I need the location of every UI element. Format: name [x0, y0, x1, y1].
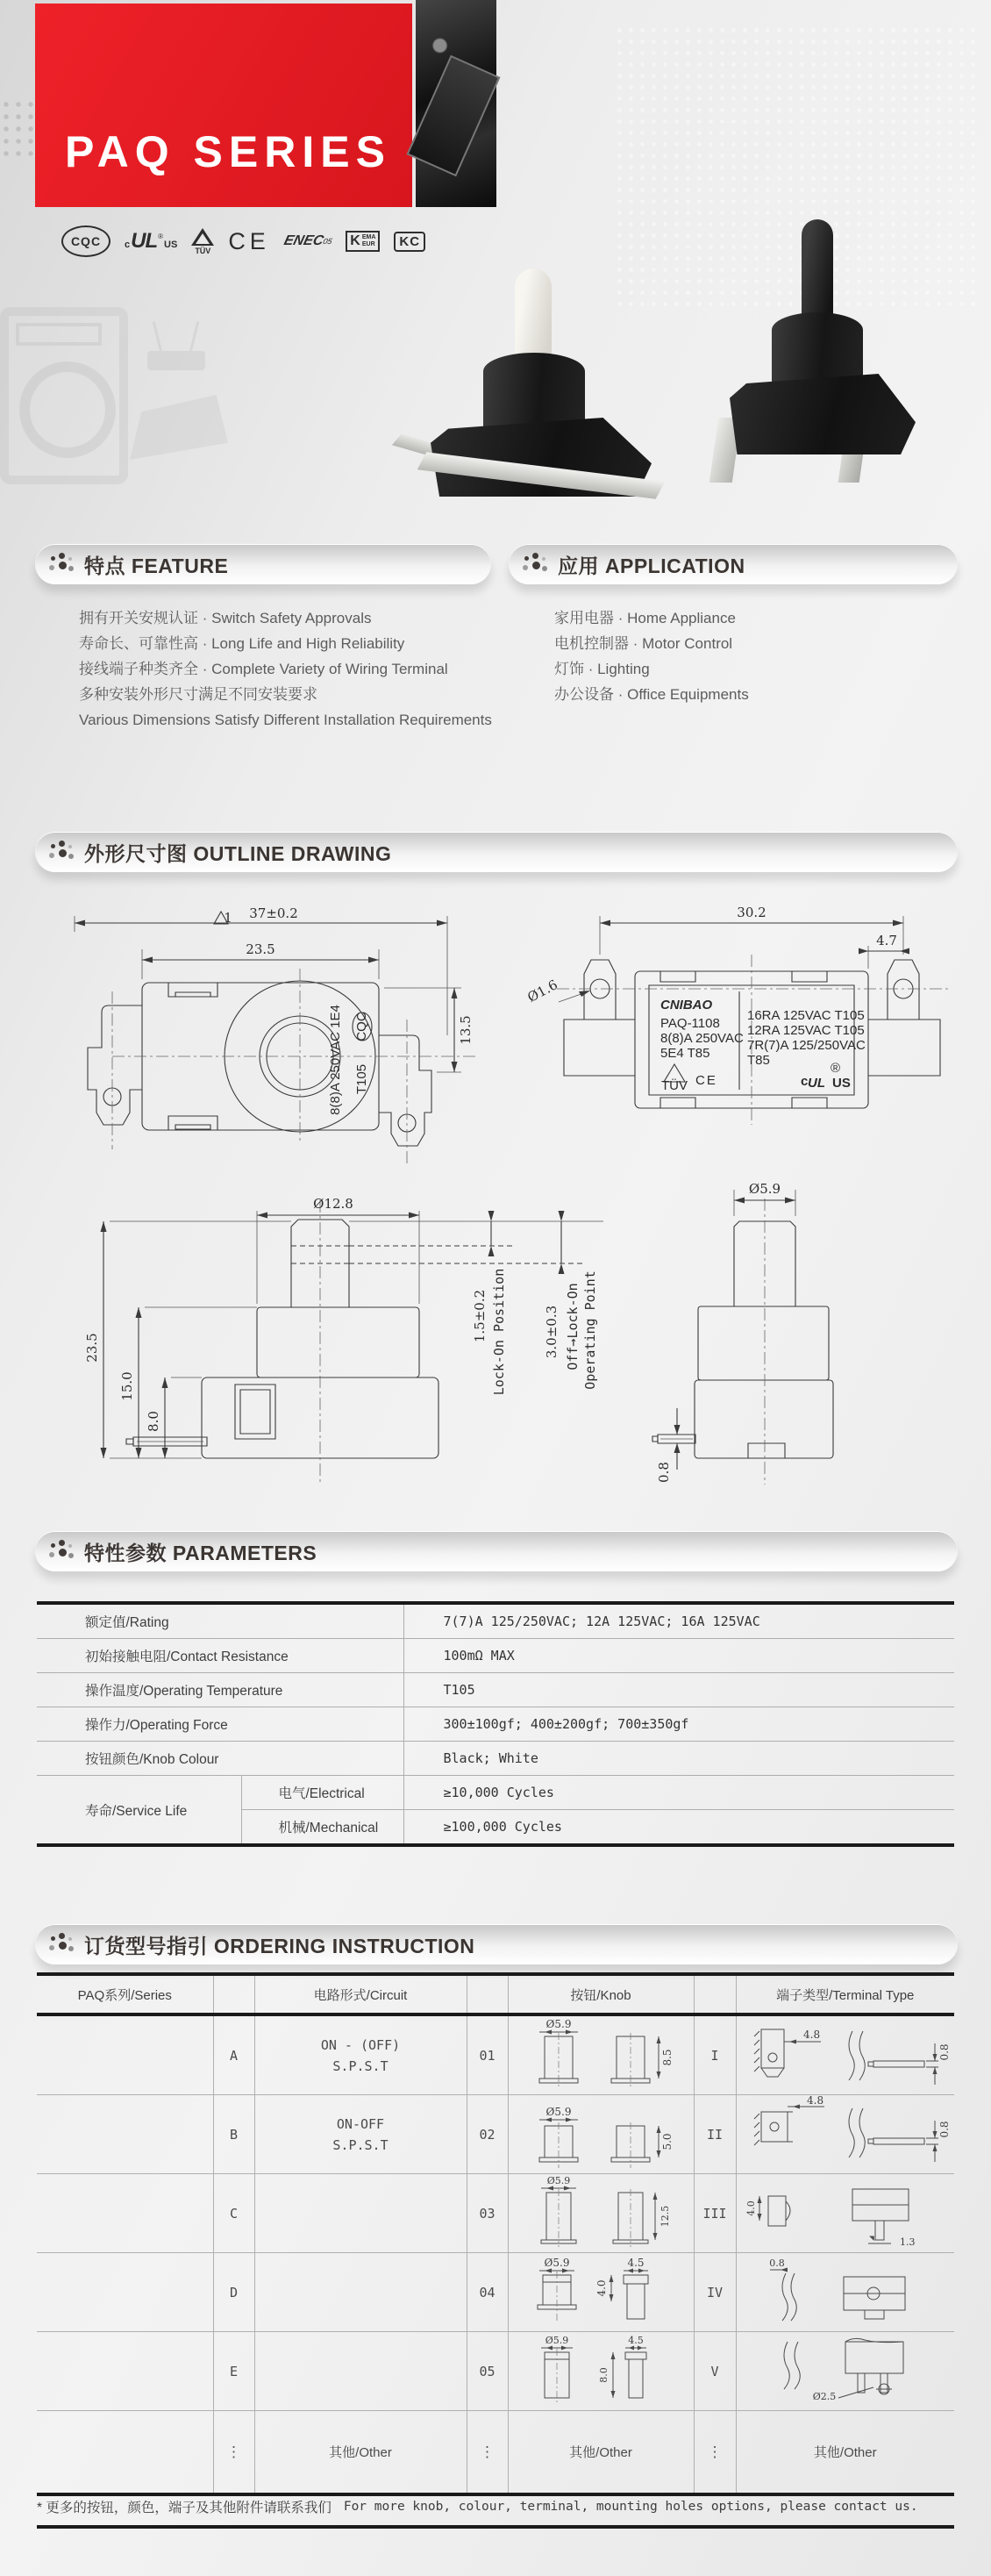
section-dots-icon — [49, 553, 74, 576]
series-letter: B — [213, 2095, 254, 2174]
dim-ear: 4.7 — [876, 933, 897, 948]
series-letter: A — [213, 2014, 254, 2095]
parameters-title: 特性参数 PARAMETERS — [84, 1541, 317, 1564]
col-terminal: 端子类型/Terminal Type — [736, 1974, 954, 2014]
footnote-en: For more knob, colour, terminal, mounting holes options, please contact us. — [343, 2500, 918, 2514]
dim-overall: 30.2 — [737, 905, 766, 920]
terminal-drawing-cell — [736, 2332, 954, 2411]
col-series: PAQ系列/Series — [37, 1974, 213, 2014]
section-dots-icon — [49, 1540, 74, 1563]
param-value: ≥100,000 Cycles — [403, 1810, 954, 1846]
brand-logo: CNIBAO — [660, 998, 713, 1013]
svg-text:Operating Point: Operating Point — [582, 1270, 598, 1390]
svg-text:1: 1 — [224, 910, 232, 926]
terminal-code: I — [694, 2014, 736, 2095]
feature-list — [79, 605, 492, 733]
table-row — [37, 1639, 954, 1673]
terminal-code: IV — [694, 2253, 736, 2332]
param-label: 初始接触电阻/Contact Resistance — [37, 1639, 403, 1673]
svg-text:8(8)A 250VAC: 8(8)A 250VAC — [660, 1031, 744, 1046]
series-letter: C — [213, 2174, 254, 2253]
svg-text:®: ® — [831, 1061, 841, 1076]
model-number: PAQ-1108 — [660, 1016, 720, 1031]
svg-text:4.0: 4.0 — [595, 2279, 608, 2297]
feature-line: 多种安装外形尺寸满足不同安装要求 — [79, 686, 317, 703]
other-knob: 其他/Other — [508, 2411, 694, 2495]
more-indicator: ⋮ — [467, 2411, 508, 2495]
svg-text:TÜV: TÜV — [661, 1078, 688, 1093]
dim-height: 13.5 — [458, 1015, 474, 1045]
table-row — [37, 1707, 954, 1742]
table-row-A — [37, 2014, 954, 2095]
svg-text:Ø5.9: Ø5.9 — [545, 2334, 569, 2346]
terminal-drawing-cell — [736, 2174, 954, 2253]
svg-text:4.0: 4.0 — [745, 2200, 757, 2216]
svg-text:Lock-On Position: Lock-On Position — [491, 1268, 507, 1396]
terminal-code: II — [694, 2095, 736, 2174]
knob-code: 01 — [467, 2014, 508, 2095]
circuit-chip-decoration — [406, 55, 500, 176]
svg-text:4.8: 4.8 — [802, 2028, 820, 2041]
svg-text:0.8: 0.8 — [938, 2120, 951, 2138]
feature-line: 寿命长、可靠性高 · Long Life and High Reliability — [79, 635, 405, 652]
svg-text:US: US — [832, 1076, 851, 1091]
washing-machine-watermark — [0, 307, 128, 484]
dim-body-height: 15.0 — [119, 1371, 135, 1401]
cqc-mark-icon: CQC — [61, 225, 111, 257]
certification-logos — [61, 219, 425, 263]
table-row-E — [37, 2332, 954, 2411]
application-line: 办公设备 · Office Equipments — [554, 686, 749, 703]
svg-text:Off→Lock-On: Off→Lock-On — [565, 1283, 581, 1370]
parameters-table — [37, 1601, 954, 1847]
ordering-section-header — [35, 1924, 958, 1964]
terminal-code: V — [694, 2332, 736, 2411]
svg-text:4.5: 4.5 — [627, 2256, 645, 2269]
application-line: 灯饰 · Lighting — [554, 661, 650, 677]
table-row-B — [37, 2095, 954, 2174]
section-dots-icon — [49, 1933, 74, 1956]
other-terminal: 其他/Other — [736, 2411, 954, 2495]
dim-overall-width: 37±0.2 — [249, 905, 298, 921]
more-indicator: ⋮ — [213, 2411, 254, 2495]
table-row — [37, 1776, 954, 1810]
svg-text:CQC: CQC — [354, 1012, 369, 1041]
circuit-photo-strip — [416, 0, 496, 207]
terminal-code: III — [694, 2174, 736, 2253]
dim-lock-on: 1.5±0.2 — [472, 1289, 488, 1343]
col-knob: 按钮/Knob — [508, 1974, 694, 2014]
param-label: 寿命/Service Life — [85, 1803, 188, 1819]
feature-line: Various Dimensions Satisfy Different Installation Requirements — [79, 712, 492, 728]
table-row-C — [37, 2174, 954, 2253]
lampshade-watermark — [130, 395, 228, 460]
svg-text:Ø5.9: Ø5.9 — [546, 2174, 571, 2186]
other-circuit: 其他/Other — [254, 2411, 467, 2495]
application-line: 电机控制器 · Motor Control — [554, 635, 733, 652]
knob-drawing-cell — [508, 2095, 694, 2174]
param-sublabel: 机械/Mechanical — [241, 1810, 403, 1846]
series-letter: D — [213, 2253, 254, 2332]
param-value: Black; White — [403, 1742, 954, 1776]
svg-text:UL: UL — [808, 1076, 825, 1091]
enec-mark-icon: ENEC 05 — [282, 233, 333, 248]
outline-drawing-top-view — [35, 904, 482, 1171]
footnote — [37, 2488, 954, 2529]
svg-text:CE: CE — [695, 1073, 717, 1088]
svg-text:8.5: 8.5 — [661, 2048, 674, 2066]
section-dots-icon — [49, 841, 74, 863]
knob-drawing-cell — [508, 2332, 694, 2411]
param-value: 100mΩ MAX — [403, 1639, 954, 1673]
feature-section-header — [35, 544, 491, 584]
feature-title: 特点 FEATURE — [84, 554, 229, 577]
table-row — [37, 1603, 954, 1639]
param-value: ≥10,000 Cycles — [403, 1776, 954, 1810]
application-line: 家用电器 · Home Appliance — [554, 610, 736, 626]
svg-text:T85: T85 — [747, 1053, 770, 1068]
circuit-cell: ON - (OFF) S.P.S.T — [254, 2014, 467, 2095]
knob-code: 02 — [467, 2095, 508, 2174]
circuit-cell — [254, 2332, 467, 2411]
series-letter: E — [213, 2332, 254, 2411]
param-sublabel: 电气/Electrical — [241, 1776, 403, 1810]
svg-text:12RA 125VAC T105: 12RA 125VAC T105 — [747, 1023, 865, 1038]
param-label: 额定值/Rating — [37, 1603, 403, 1639]
kc-mark-icon: KC — [394, 232, 425, 252]
terminal-drawing-cell — [736, 2095, 954, 2174]
terminal-drawing-cell — [736, 2253, 954, 2332]
table-row — [37, 1742, 954, 1776]
application-list — [554, 605, 749, 707]
table-header-row — [37, 1974, 954, 2014]
page-title: PAQ SERIES — [65, 127, 391, 176]
outline-drawing-bottom-view — [513, 904, 991, 1171]
svg-text:Ø5.9: Ø5.9 — [544, 2256, 570, 2269]
dim-base-height: 8.0 — [146, 1411, 161, 1432]
svg-text:5.0: 5.0 — [661, 2132, 674, 2150]
knob-drawing-cell — [508, 2174, 694, 2253]
dim-knob-dia: Ø12.8 — [313, 1196, 353, 1212]
svg-text:1.3: 1.3 — [899, 2236, 916, 2248]
dot-pattern-decoration-left — [0, 98, 35, 160]
svg-text:0.8: 0.8 — [938, 2043, 951, 2061]
svg-text:Ø5.9: Ø5.9 — [545, 2105, 572, 2118]
svg-text:T105: T105 — [354, 1063, 369, 1095]
outline-drawing-side-view — [35, 1176, 649, 1527]
dim-terminal-thickness: 0.8 — [656, 1462, 672, 1483]
dim-hole: Ø1.6 — [524, 977, 560, 1006]
dim-total-height: 23.5 — [84, 1333, 100, 1363]
dim-knob-dia: Ø5.9 — [748, 1181, 781, 1197]
section-dots-icon — [523, 553, 547, 576]
circuit-cell — [254, 2253, 467, 2332]
application-section-header — [509, 544, 958, 584]
more-indicator: ⋮ — [694, 2411, 736, 2495]
outline-title: 外形尺寸图 OUTLINE DRAWING — [84, 841, 392, 865]
knob-code: 05 — [467, 2332, 508, 2411]
parameters-section-header — [35, 1531, 958, 1571]
svg-text:16RA 125VAC T105: 16RA 125VAC T105 — [747, 1008, 865, 1023]
svg-text:4.8: 4.8 — [806, 2095, 823, 2107]
title-banner — [35, 4, 412, 207]
knob-code: 03 — [467, 2174, 508, 2253]
param-value: 300±100gf; 400±200gf; 700±350gf — [403, 1707, 954, 1742]
outline-drawing-front-view — [649, 1176, 991, 1527]
circuit-cell: ON-OFF S.P.S.T — [254, 2095, 467, 2174]
table-row-D — [37, 2253, 954, 2332]
param-label: 操作力/Operating Force — [37, 1707, 403, 1742]
svg-text:Ø5.9: Ø5.9 — [545, 2017, 572, 2030]
knob-code: 04 — [467, 2253, 508, 2332]
param-value: 7(7)A 125/250VAC; 12A 125VAC; 16A 125VAC — [403, 1603, 954, 1639]
svg-text:Ø2.5: Ø2.5 — [812, 2390, 837, 2402]
svg-text:4.5: 4.5 — [628, 2334, 644, 2346]
svg-text:12.5: 12.5 — [659, 2205, 671, 2227]
cul-us-mark-icon: c UL ® US — [125, 229, 178, 253]
table-row-other — [37, 2411, 954, 2495]
param-label: 操作温度/Operating Temperature — [37, 1673, 403, 1707]
application-title: 应用 APPLICATION — [558, 554, 745, 577]
outline-section-header — [35, 832, 958, 872]
dim-body-width: 23.5 — [246, 941, 275, 957]
svg-text:7R(7)A 125/250VAC: 7R(7)A 125/250VAC — [747, 1038, 866, 1053]
product-photo-white-knob-switch — [399, 268, 680, 483]
svg-text:c: c — [801, 1074, 809, 1089]
dim-operating-point: 3.0±0.3 — [544, 1305, 560, 1359]
kema-keur-mark-icon: K EMA EUR — [346, 231, 380, 252]
feature-line: 接线端子种类齐全 · Complete Variety of Wiring Terminal — [79, 661, 448, 677]
marking-rating: 8(8)A 250VAC 1E4 — [328, 1005, 343, 1115]
svg-text:0.8: 0.8 — [769, 2257, 785, 2269]
param-value: T105 — [403, 1673, 954, 1707]
router-watermark — [147, 321, 205, 376]
product-photo-black-knob-switch — [707, 219, 937, 483]
feature-line: 拥有开关安规认证 · Switch Safety Approvals — [79, 610, 372, 626]
footnote-zh: * 更多的按钮，颜色，端子及其他附件请联系我们 — [37, 2501, 332, 2515]
tuv-mark-icon: TÜV — [191, 228, 214, 255]
svg-text:8.0: 8.0 — [598, 2366, 610, 2383]
ce-mark-icon: CE — [228, 227, 270, 254]
ordering-title: 订货型号指引 ORDERING INSTRUCTION — [84, 1934, 475, 1957]
knob-drawing-cell — [508, 2253, 694, 2332]
knob-drawing-cell — [508, 2014, 694, 2095]
ordering-table — [37, 1972, 954, 2496]
param-label: 按钮颜色/Knob Colour — [37, 1742, 403, 1776]
circuit-cell — [254, 2174, 467, 2253]
col-circuit: 电路形式/Circuit — [254, 1974, 467, 2014]
svg-text:5E4 T85: 5E4 T85 — [660, 1046, 710, 1061]
table-row — [37, 1673, 954, 1707]
terminal-drawing-cell — [736, 2014, 954, 2095]
